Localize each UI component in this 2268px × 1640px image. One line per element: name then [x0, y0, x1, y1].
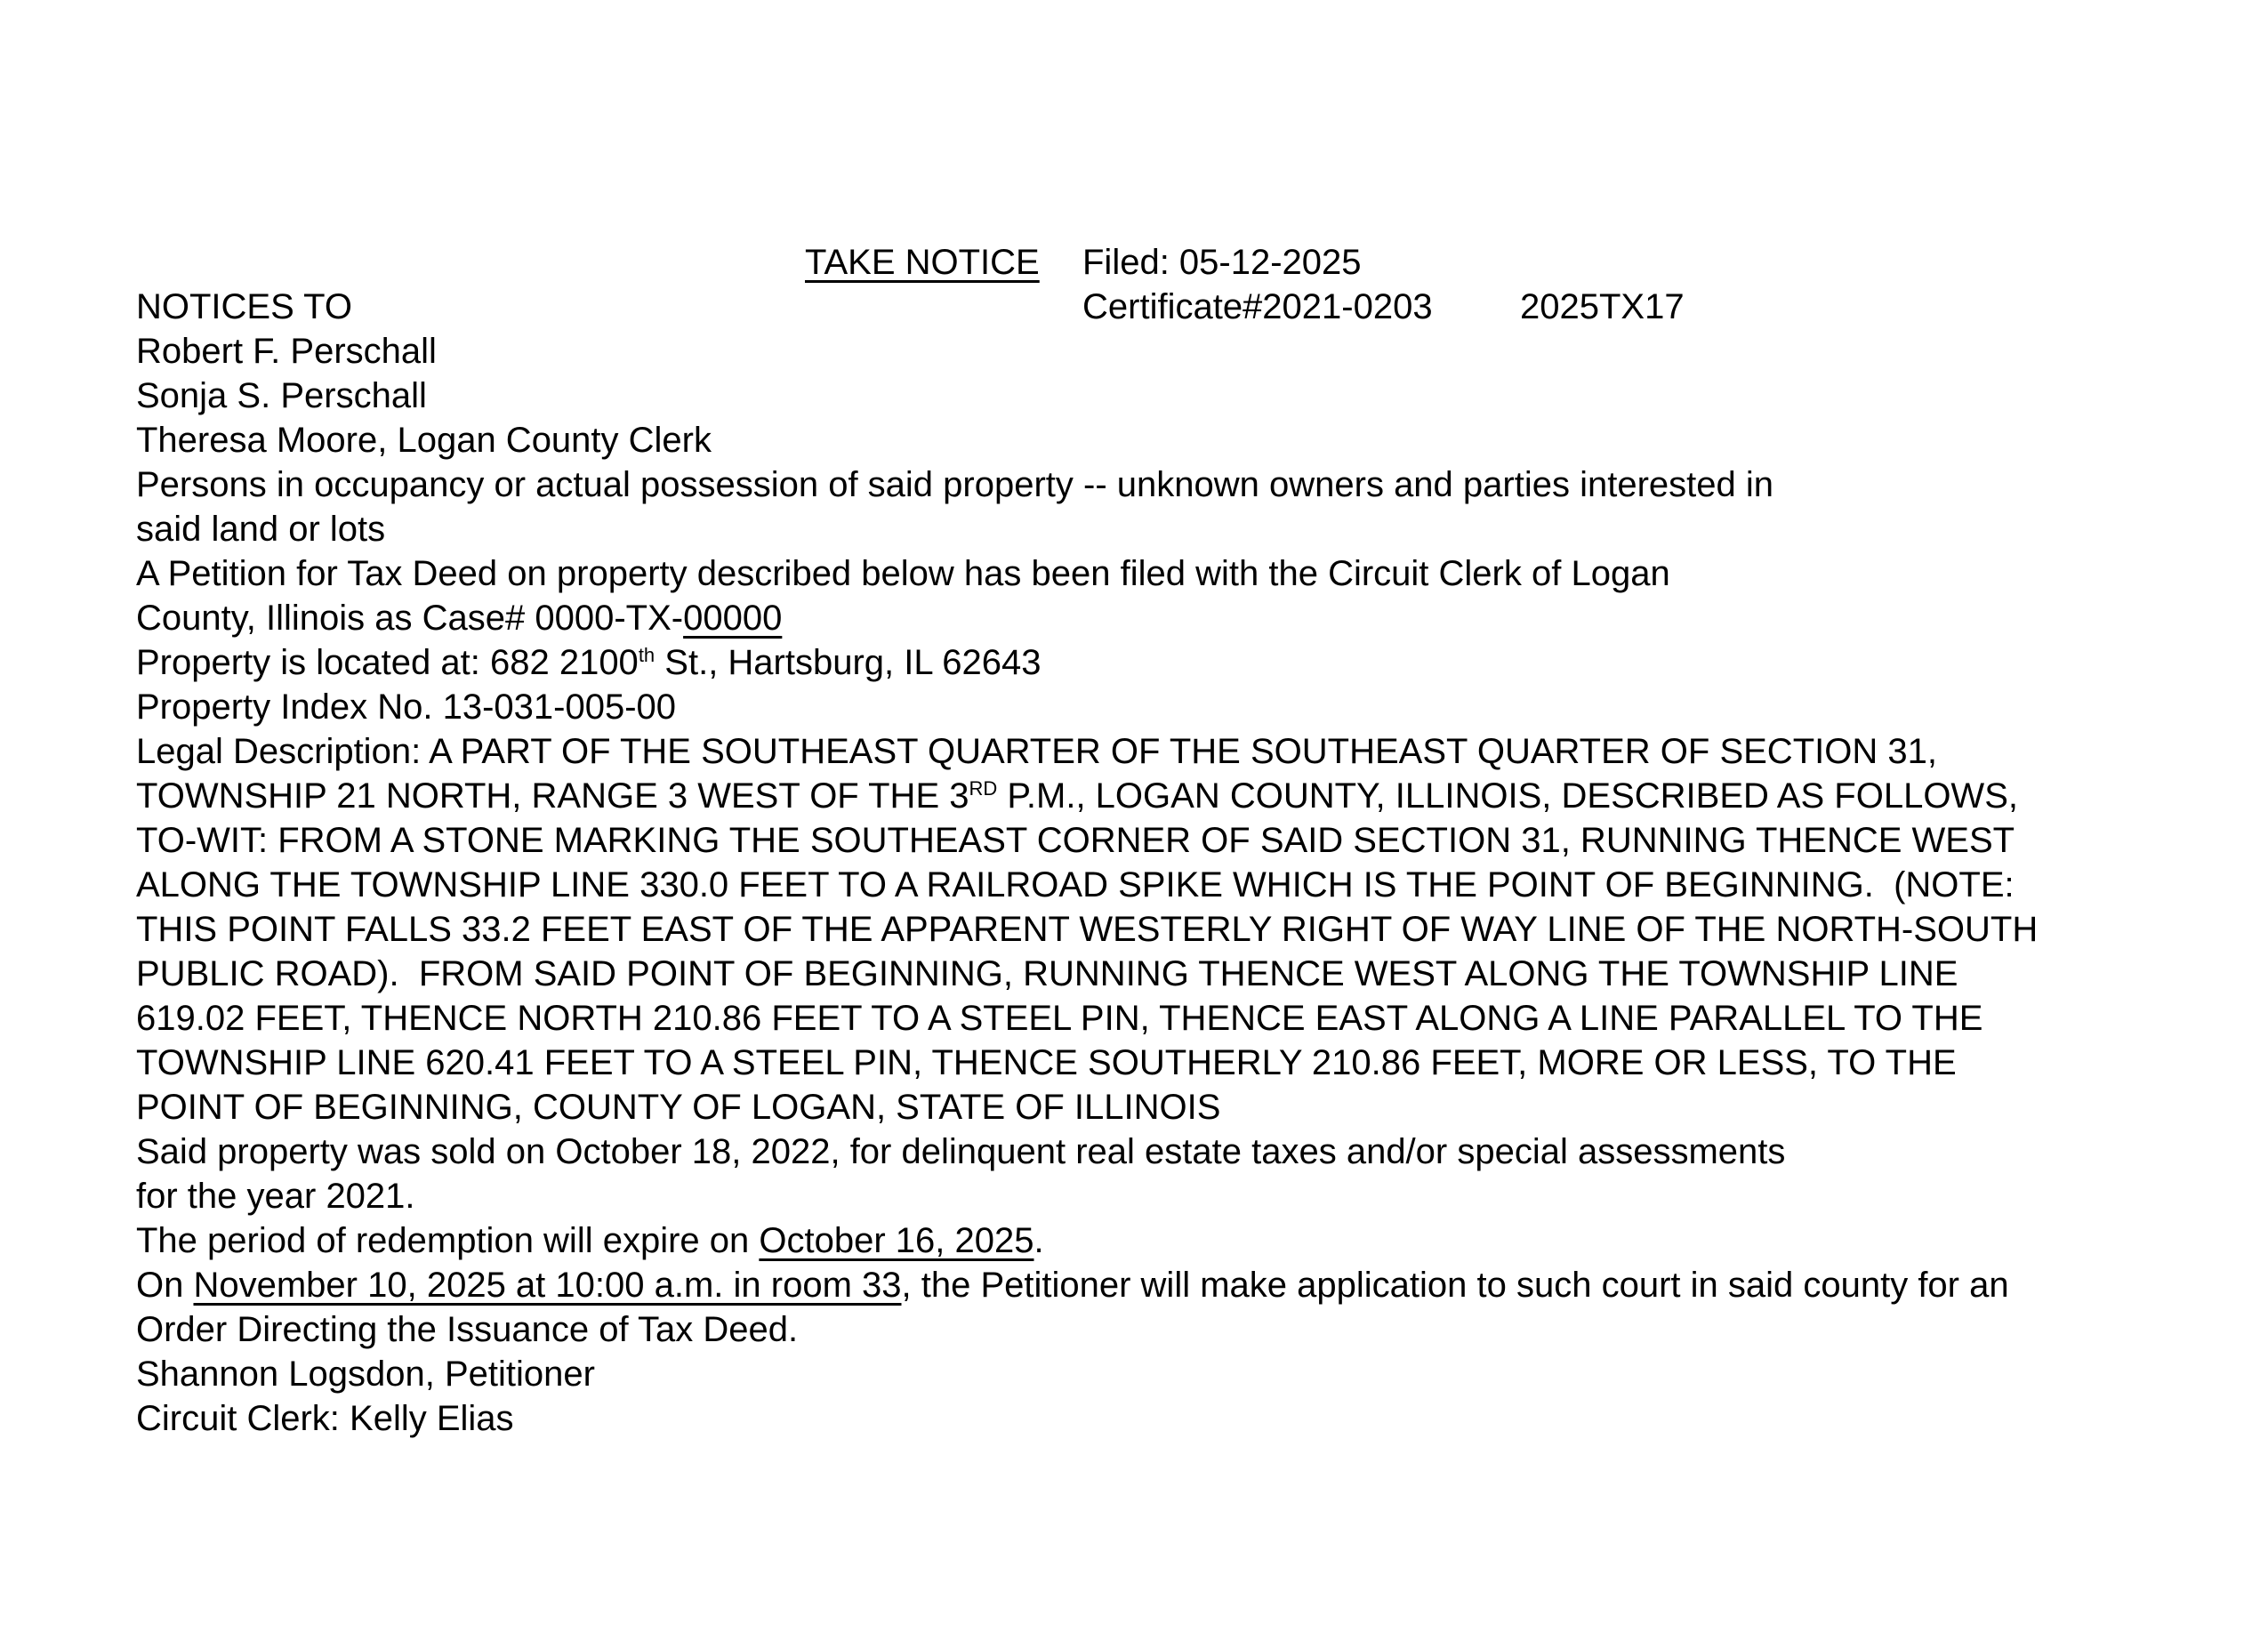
- property-index-number: Property Index No. 13-031-005-00: [136, 687, 677, 727]
- hearing-line-2: Order Directing the Issuance of Tax Deed.: [136, 1310, 799, 1349]
- legal-description-line-5: THIS POINT FALLS 33.2 FEET EAST OF THE APPARENT WESTERLY RIGHT OF WAY LINE OF THE NORTH-SOUTH: [136, 910, 2039, 949]
- recipient-name-1: Robert F. Perschall: [136, 332, 437, 371]
- petition-line-1: A Petition for Tax Deed on property described below has been filed with the Circuit Clerk of Logan: [136, 554, 1670, 593]
- recipient-occupants-line-1: Persons in occupancy or actual possession of said property -- unknown owners and parties interested in: [136, 465, 1773, 504]
- property-address-suffix: St., Hartsburg, IL 62643: [655, 643, 1042, 682]
- legal-description-line-9: POINT OF BEGINNING, COUNTY OF LOGAN, STATE OF ILLINOIS: [136, 1088, 1221, 1127]
- case-number-prefix: County, Illinois as Case# 0000-TX-: [136, 599, 684, 638]
- legal-description-line-7: 619.02 FEET, THENCE NORTH 210.86 FEET TO A STEEL PIN, THENCE EAST ALONG A LINE PARALLEL TO THE: [136, 999, 1983, 1038]
- legal-description-line-1: Legal Description: A PART OF THE SOUTHEAST QUARTER OF THE SOUTHEAST QUARTER OF SECTION 31,: [136, 732, 1937, 771]
- legal-description-line-2: [0, 774, 2268, 818]
- recipient-name-2: Sonja S. Perschall: [136, 376, 427, 415]
- certificate-number: Certificate#2021-0203: [1082, 287, 1433, 326]
- legal-description-line-2-prefix: TOWNSHIP 21 NORTH, RANGE 3 WEST OF THE 3: [136, 776, 969, 816]
- petition-line-2: [0, 596, 2268, 640]
- hearing-line-1: [0, 1263, 2268, 1307]
- recipient-occupants-line-2: said land or lots: [136, 510, 386, 549]
- legal-description-line-4: ALONG THE TOWNSHIP LINE 330.0 FEET TO A RAILROAD SPIKE WHICH IS THE POINT OF BEGINNING. (NOTE:: [136, 865, 2015, 904]
- legal-description-line-3: TO-WIT: FROM A STONE MARKING THE SOUTHEAST CORNER OF SAID SECTION 31, RUNNING THENCE WEST: [136, 821, 2015, 860]
- redemption-line: [0, 1218, 2268, 1263]
- header-line-2: [0, 285, 2268, 329]
- recipient-name-3: Theresa Moore, Logan County Clerk: [136, 421, 712, 460]
- docket-number: 2025TX17: [1520, 287, 1685, 326]
- legal-description-line-2-suffix: P.M., LOGAN COUNTY, ILLINOIS, DESCRIBED AS FOLLOWS,: [997, 776, 2018, 816]
- ordinal-superscript-rd: RD: [969, 777, 998, 800]
- property-location-line: [0, 640, 2268, 685]
- take-notice-title: TAKE NOTICE: [805, 243, 1040, 282]
- redemption-prefix: The period of redemption will expire on: [136, 1221, 760, 1260]
- redemption-expiry-date: October 16, 2025: [759, 1221, 1034, 1260]
- legal-description-line-6: PUBLIC ROAD). FROM SAID POINT OF BEGINNING, RUNNING THENCE WEST ALONG THE TOWNSHIP LINE: [136, 954, 1958, 993]
- case-number: 00000: [683, 599, 783, 638]
- petitioner-signature: Shannon Logsdon, Petitioner: [136, 1355, 595, 1394]
- header-line-1: [0, 240, 2268, 285]
- notices-to-label: NOTICES TO: [136, 287, 353, 326]
- hearing-prefix: On: [136, 1266, 194, 1305]
- sale-statement-line-2: for the year 2021.: [136, 1177, 415, 1216]
- ordinal-superscript: th: [638, 644, 655, 666]
- legal-description-line-8: TOWNSHIP LINE 620.41 FEET TO A STEEL PIN, THENCE SOUTHERLY 210.86 FEET, MORE OR LESS, TO THE: [136, 1043, 1957, 1082]
- property-address-prefix: Property is located at: 682 2100: [136, 643, 639, 682]
- filed-date: Filed: 05-12-2025: [1082, 243, 1362, 282]
- redemption-suffix: .: [1033, 1221, 1044, 1260]
- circuit-clerk-signature: Circuit Clerk: Kelly Elias: [136, 1399, 514, 1438]
- hearing-suffix: , the Petitioner will make application to such court in said county for an: [901, 1266, 2009, 1305]
- hearing-date-time: November 10, 2025 at 10:00 a.m. in room 33: [193, 1266, 902, 1305]
- sale-statement-line-1: Said property was sold on October 18, 2022, for delinquent real estate taxes and/or special assessments: [136, 1132, 1786, 1171]
